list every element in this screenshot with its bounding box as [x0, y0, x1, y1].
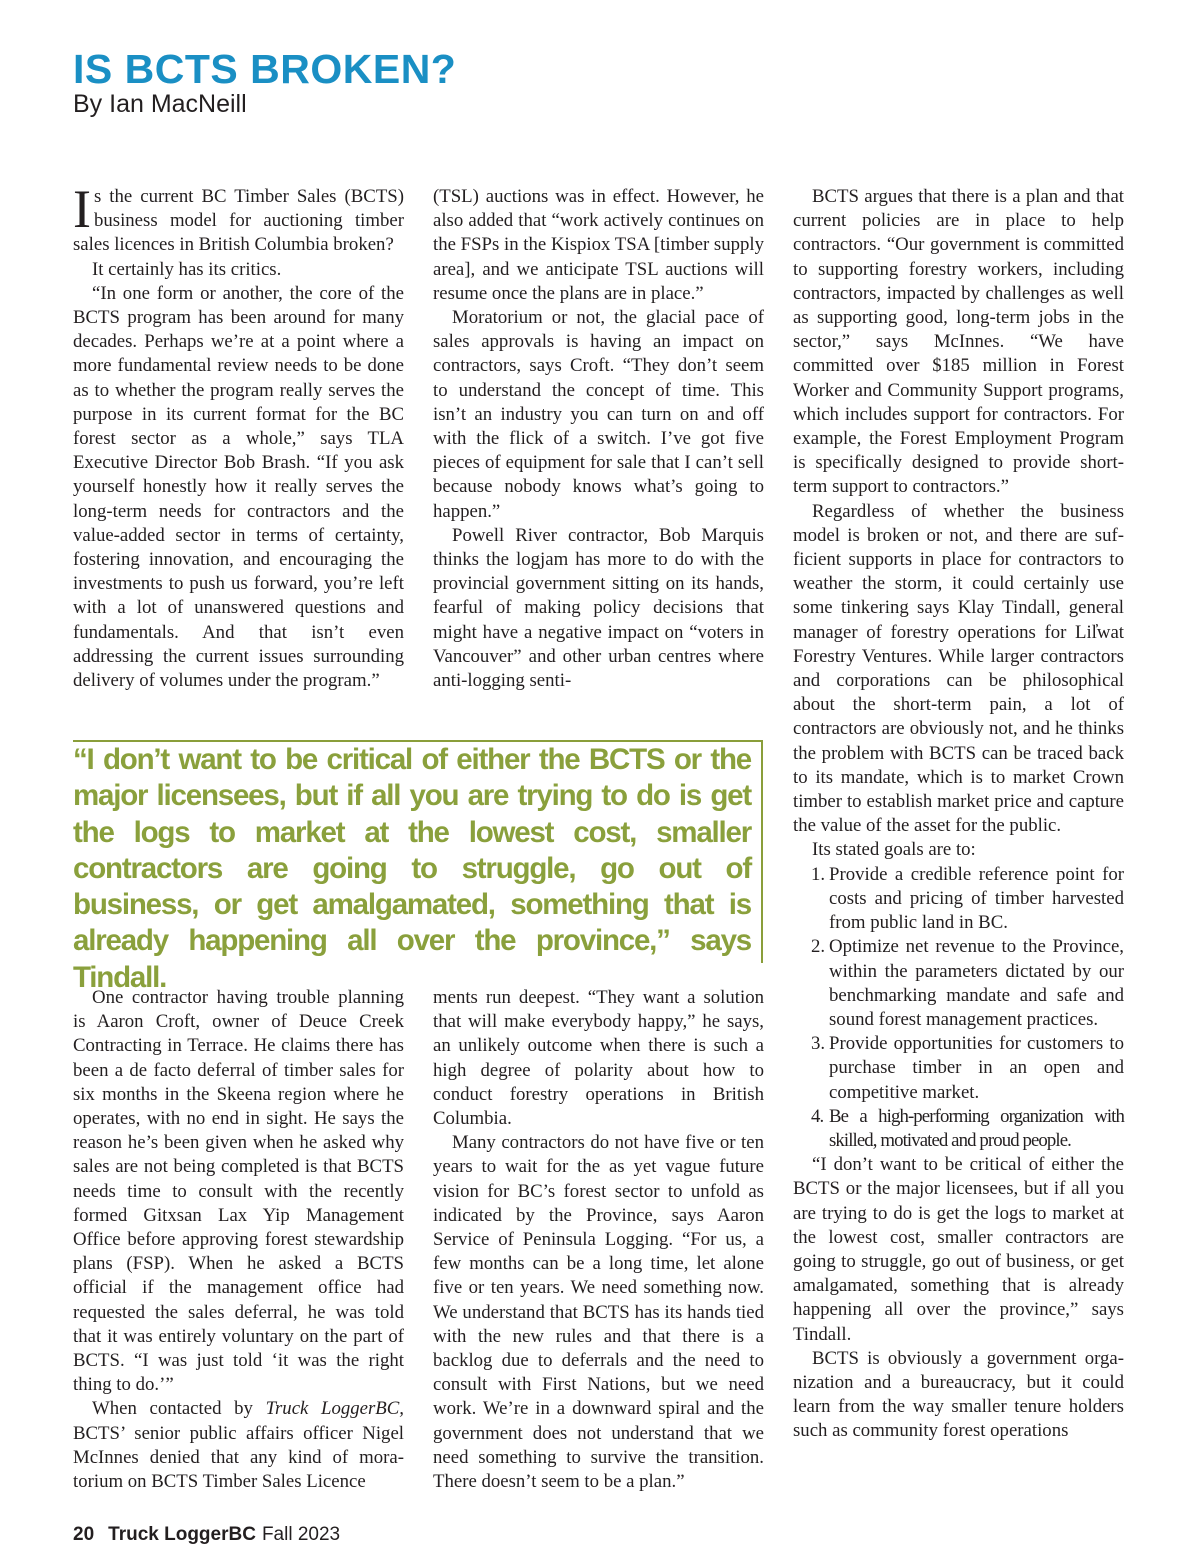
text-run: When contacted by [92, 1398, 266, 1420]
paragraph: ments run deepest. “They want a solution that will make everybody happy,” he says, an unlikely outcome when there is such a high degree of polarity about how to conduct forestry operations in British Columbia. [433, 987, 764, 1130]
opening-text: s the current BC Timber Sales (BCTS) business model for auctioning timber sales licences in British Columbia broken? [73, 186, 404, 256]
drop-cap: I [73, 179, 91, 239]
column-2-bottom [433, 986, 764, 1494]
paragraph: Moratorium or not, the glacial pace of sales approvals is having an impact on contractors, says Croft. “They don’t seem to understand the concept of time. This isn’t an industry you can turn on and off with the flick of a switch. I’ve got five pieces of equipment for sale that I can’t sell because nobody knows what’s going to happen.” [433, 307, 764, 522]
paragraph: “In one form or another, the core of the BCTS program has been around for many decades. Perhaps we’re at a point where a more fundamental review needs to be done as to whether the program really serves the purpose in its current format for the BC forest sector as a whole,” says TLA Executive Director Bob Brash. “If you ask yourself honestly how it really serves the long-term needs for contractors and the value-added sector in terms of certainty, fostering innovation, and encouraging the investments to push us forward, you’re left with a lot of unanswered questions and fundamentals. And that isn’t even addressing the current issues surrounding delivery of volumes under the program.” [73, 282, 404, 692]
list-item-text: Provide opportunities for customers to purchase timber in an open and competitive market. [829, 1033, 1124, 1103]
page-number: 20 [73, 1524, 95, 1545]
article-title: IS BCTS BROKEN? [73, 46, 457, 92]
text-run: BCTS’ senior public affairs officer Nigel McInnes denied that any kind of moratorium on BCTS Timber Sales Licence [73, 1422, 404, 1493]
paragraph: Many contractors do not have five or ten years to wait for the as yet vague future vision for BC’s forest sector to unfold as indicated by the Province, says Aaron Service of Peninsula Logging. “For us, a few months can be a long time, let alone five or ten years. We need something now. We understand that BCTS has its hands tied with the new rules and that there is a backlog due to deferrals and the need to consult with First Nations, but we need work. We’re in a downward spiral and the government does not understand that we need something to survive the transition. There doesn’t seem to be a plan.” [433, 1132, 764, 1493]
paragraph: Powell River contractor, Bob Marquis thinks the logjam has more to do with the provincial government sitting on its hands, fearful of making policy decisions that might have a negative impact on “voters in Vancouver” and other urban centres where anti-logging senti- [433, 524, 764, 692]
magazine-name: Truck LoggerBC [108, 1524, 256, 1545]
list-item [793, 1105, 1124, 1153]
paragraph [73, 1397, 404, 1494]
paragraph: Regardless of whether the business model is broken or not, and there are sufficient supports in place for contractors to weather the storm, it could certainly use some tinkering says Klay Tindall, general manager of forestry operations for Lil̓wat Forestry Ventures. While larger contractors and corporations can be philosophical about the short-term pain, a lot of contractors are obviously not, and he thinks the problem with BCTS can be traced back to its mandate, which is to market Crown timber to establish market price and capture the value of the asset for the public. [793, 500, 1124, 837]
list-item-text: Be a high-performing organization with skilled, motivated and proud people. [829, 1105, 1124, 1151]
pull-quote-text: “I don’t want to be critical of either the BCTS or the major licensees, but if all you are trying to do is get the logs to market at the lowest cost, smaller contractors are going to struggle, go out of business, or get amalgamated, something that is already happening all over the province,” says Tindall. [73, 743, 751, 994]
column-2-top [433, 185, 764, 693]
list-item [793, 935, 1124, 1032]
list-item-text: Optimize net revenue to the Province, within the parameters dictated by our benchmarking mandate and safe and sound forest management practices. [829, 936, 1124, 1030]
list-number: 4. [811, 1105, 824, 1127]
page-footer [73, 1522, 340, 1548]
column-3 [793, 185, 1124, 1444]
goals-list [793, 863, 1124, 1153]
paragraph: Its stated goals are to: [812, 839, 976, 861]
paragraph: It certainly has its critics. [92, 258, 282, 280]
list-item-text: Provide a credible reference point for costs and pricing of timber harvested from public land in BC. [829, 863, 1124, 934]
list-item [793, 1032, 1124, 1105]
list-number: 2. [811, 936, 826, 958]
list-item [793, 863, 1124, 936]
column-1-bottom [73, 986, 404, 1494]
paragraph: BCTS is obviously a government organization and a bureaucracy, but it could learn from the way smaller tenure holders such as community forest operations [793, 1347, 1124, 1442]
column-1-top [73, 179, 404, 693]
paragraph: (TSL) auctions was in effect. However, he also added that “work actively continues on the FSPs in the Kispiox TSA [timber supply area], and we anticipate TSL auctions will resume once the plans are in place.” [433, 186, 764, 304]
list-number: 3. [811, 1033, 826, 1055]
opening-paragraph [73, 179, 404, 258]
article-byline: By Ian MacNeill [73, 90, 247, 118]
pull-quote [73, 740, 763, 994]
issue-label: Fall 2023 [261, 1524, 341, 1545]
magazine-name-italic: Truck LoggerBC, [265, 1398, 404, 1420]
paragraph: One contractor having trouble planning is Aaron Croft, owner of Deuce Creek Contracting in Terrace. He claims there has been a de facto deferral of timber sales for six months in the Skeena region where he operates, with no end in sight. He says the reason he’s been given when he asked why sales are not being completed is that BCTS needs time to consult with the recently formed Gitxsan Lax Yip Management Office before approving forest stewardship plans (FSP). When he asked a BCTS official if the management office had requested the sales deferral, he was told that it was entirely voluntary on the part of BCTS. “I was just told ‘it was the right thing to do.’” [73, 987, 404, 1396]
list-number: 1. [811, 863, 826, 885]
paragraph: “I don’t want to be critical of either the BCTS or the major licensees, but if all you are trying to do is get the logs to market at the lowest cost, smaller contractors are going to struggle, go out of business, or get amalgamated, something that is already happening all over the province,” says Tindall. [793, 1154, 1124, 1345]
paragraph: BCTS argues that there is a plan and that current policies are in place to help contractors. “Our government is committed to supporting forestry workers, including contractors, impacted by challenges as well as supporting good, long-term jobs in the sector,” says McInnes. “We have committed over $185 million in Forest Worker and Community Support programs, which includes support for contractors. For example, the Forest Employment Program is specifically designed to provide short-term support to contractors.” [793, 186, 1124, 498]
